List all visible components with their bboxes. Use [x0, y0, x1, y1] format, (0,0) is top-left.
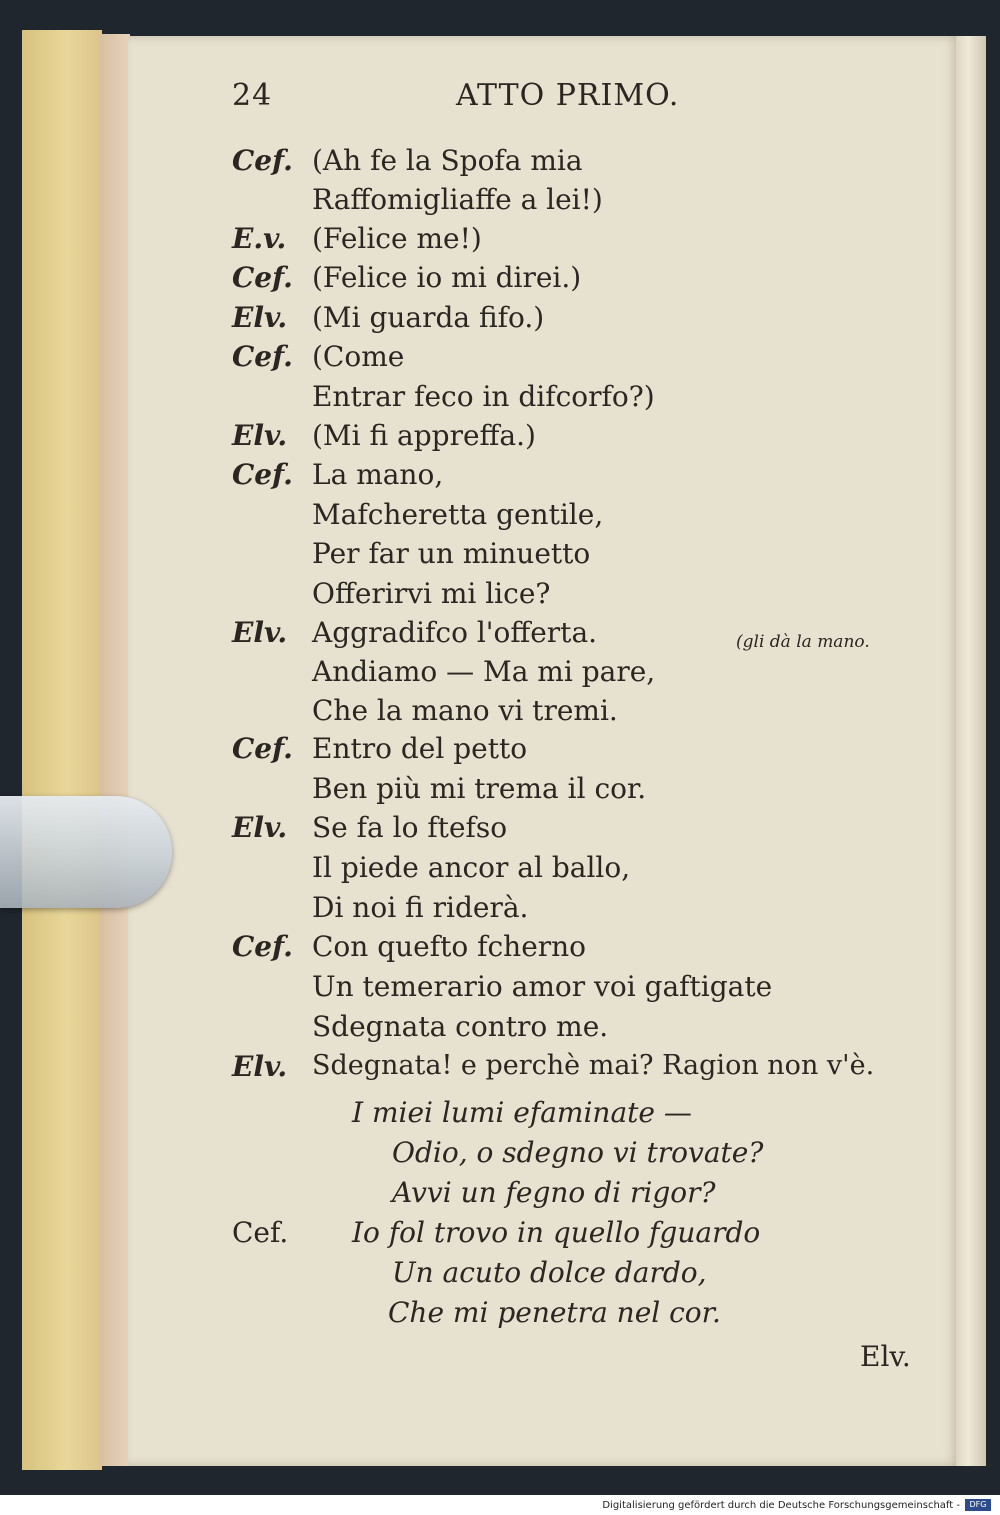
verse-line: Andiamo — Ma mi pare, [312, 655, 656, 688]
verse-line: Il piede ancor al ballo, [312, 851, 631, 884]
verse-line: Entrar feco in difcorfo?) [312, 380, 655, 413]
speaker-label: Cef. [232, 732, 293, 765]
aria-line: Avvi un fegno di rigor? [392, 1176, 716, 1209]
aria-line: Che mi penetra nel cor. [388, 1296, 721, 1329]
verse-line: Che la mano vi tremi. [312, 694, 618, 727]
stage-direction: (gli dà la mano. [736, 632, 870, 652]
page-number: 24 [232, 78, 273, 113]
speaker-label: Elv. [232, 419, 288, 452]
book-gutter [100, 34, 130, 1466]
verse-line: Sdegnata contro me. [312, 1010, 609, 1043]
speaker-label: Elv. [232, 301, 288, 334]
speaker-label: Cef. [232, 144, 293, 177]
aria-line: I miei lumi efaminate — [352, 1096, 692, 1129]
verse-line: Per far un minuetto [312, 537, 591, 570]
verse-line: (Mi guarda fifo.) [312, 301, 545, 334]
speaker-label: Cef. [232, 930, 293, 963]
speaker-label: Cef. [232, 1216, 289, 1249]
speaker-label: Elv. [232, 616, 288, 649]
verse-line: (Felice me!) [312, 222, 482, 255]
aria-line: Io fol trovo in quello fguardo [352, 1216, 761, 1249]
verse-line: (Mi fi appreffa.) [312, 419, 536, 452]
running-head: ATTO PRIMO. [456, 78, 680, 113]
speaker-label: Elv. [232, 1050, 288, 1083]
verse-line: Aggradifco l'offerta. [312, 616, 598, 649]
aria-line: Un acuto dolce dardo, [392, 1256, 707, 1289]
verse-line: Di noi fi riderà. [312, 891, 529, 924]
verse-line: Ben più mi trema il cor. [312, 772, 647, 805]
speaker-label: Cef. [232, 261, 293, 294]
verse-line: Mafcheretta gentile, [312, 498, 604, 531]
book-edge-left [22, 30, 102, 1470]
verse-line: Raffomigliaffe a lei!) [312, 183, 603, 216]
verse-line: La mano, [312, 458, 444, 491]
footer-credit: Digitalisierung gefördert durch die Deutsche Forschungsgemeinschaft - [602, 1500, 960, 1511]
catchword: Elv. [860, 1340, 911, 1373]
page-holder-clip [0, 796, 172, 908]
verse-line: Se fa lo ftefso [312, 811, 508, 844]
verse-line: Entro del petto [312, 732, 528, 765]
verse-line: Offerirvi mi lice? [312, 577, 551, 610]
book-edge-right [956, 36, 986, 1466]
verse-line: (Felice io mi direi.) [312, 261, 582, 294]
verse-line: (Come [312, 340, 405, 373]
speaker-label: E.v. [232, 222, 287, 255]
verse-line: (Ah fe la Spofa mia [312, 144, 583, 177]
speaker-label: Cef. [232, 340, 293, 373]
verse-line: Con quefto fcherno [312, 930, 587, 963]
speaker-label: Cef. [232, 458, 293, 491]
aria-line: Odio, o sdegno vi trovate? [392, 1136, 764, 1169]
dfg-logo: DFG [965, 1499, 991, 1511]
speaker-label: Elv. [232, 811, 288, 844]
verse-line: Un temerario amor voi gaftigate [312, 970, 773, 1003]
verse-line: Sdegnata! e perchè mai? Ragion non v'è. [312, 1050, 875, 1081]
